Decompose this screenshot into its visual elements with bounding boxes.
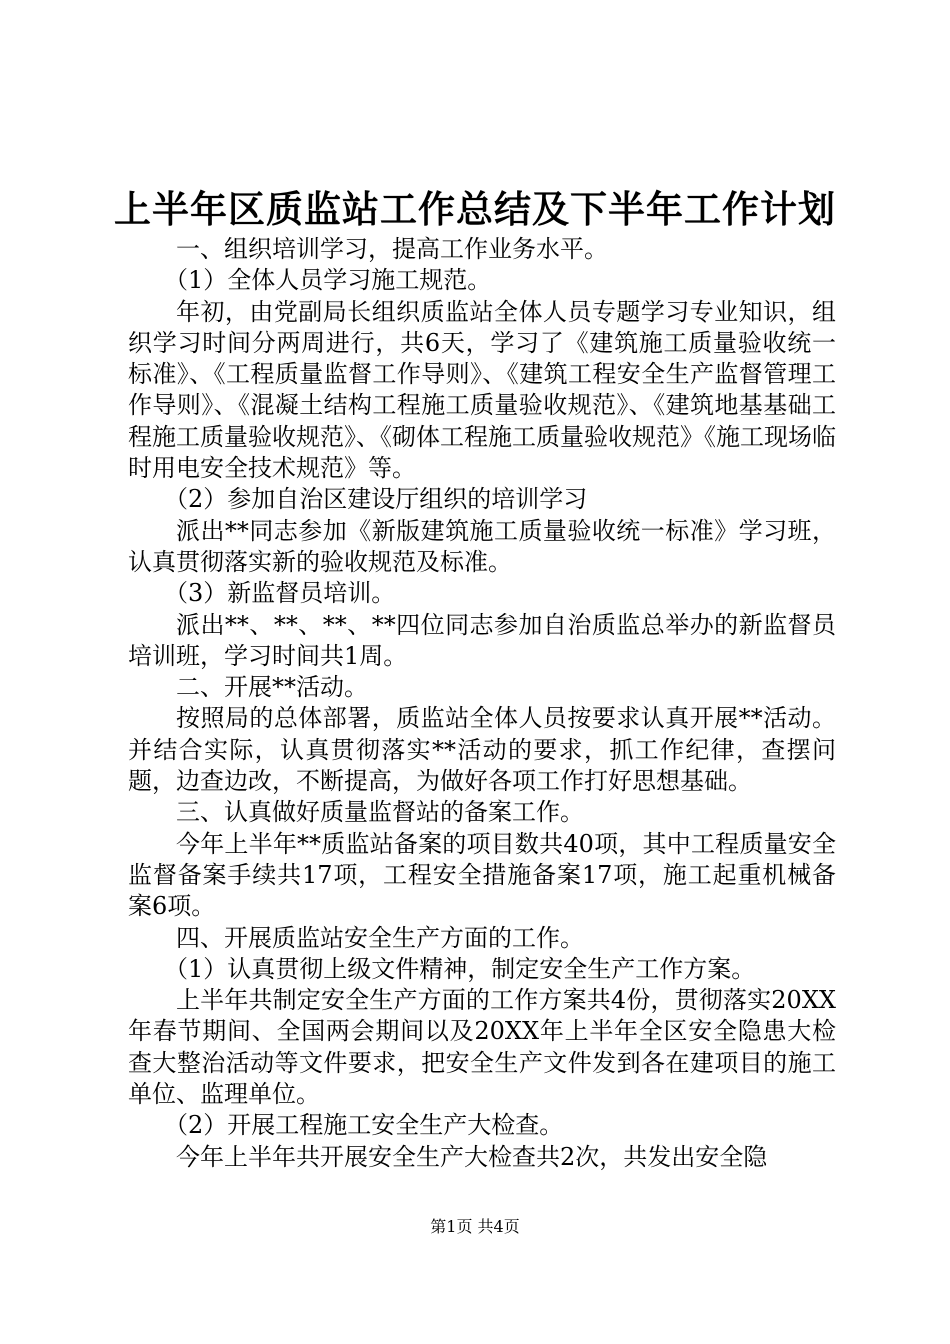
paragraph-4-1: 上半年共制定安全生产方面的工作方案共4份，贯彻落实20XX年春节期间、全国两会期间以及20XX年上半年全区安全隐患大检查大整治活动等文件要求，把安全生产文件发到各在建项目的施工单位、监理单位。 (128, 986, 836, 1109)
subsection-heading-4-1: （1）认真贯彻上级文件精神，制定安全生产工作方案。 (164, 954, 756, 983)
paragraph-2: 按照局的总体部署，质监站全体人员按要求认真开展**活动。并结合实际，认真贯彻落实**活动的要求，抓工作纪律，查摆问题，边查边改，不断提高，为做好各项工作打好思想基础。 (128, 704, 836, 796)
page-footer: 第1页 共4页 (430, 1217, 520, 1236)
paragraph-3: 今年上半年**质监站备案的项目数共40项，其中工程质量安全监督备案手续共17项，工程安全措施备案17项，施工起重机械备案6项。 (128, 829, 836, 921)
paragraph-4-2: 今年上半年共开展安全生产大检查共2次，共发出安全隐 (176, 1142, 768, 1171)
section-heading-2: 二、开展**活动。 (176, 673, 368, 702)
paragraph-1-2: 派出**同志参加《新版建筑施工质量验收统一标准》学习班，认真贯彻落实新的验收规范及标准。 (128, 516, 836, 576)
subsection-heading-1-3: （3）新监督员培训。 (164, 579, 396, 608)
section-heading-1: 一、组织培训学习，提高工作业务水平。 (176, 235, 608, 263)
section-heading-4: 四、开展质监站安全生产方面的工作。 (176, 923, 584, 952)
section-heading-3: 三、认真做好质量监督站的备案工作。 (176, 798, 584, 827)
subsection-heading-1-2: （2）参加自治区建设厅组织的培训学习 (164, 485, 588, 514)
paragraph-1-1: 年初，由党副局长组织质监站全体人员专题学习专业知识，组织学习时间分两周进行，共6天，学习了《建筑施工质量验收统一标准》、《工程质量监督工作导则》、《建筑工程安全生产监督管理工作导则》、《混凝土结构工程施工质量验收规范》、《建筑地基基础工程施工质量验收规范》、《砌体工程施工质量验收规范》《施工现场临时用电安全技术规范》等。 (128, 297, 836, 483)
document-title: 上半年区质监站工作总结及下半年工作计划 (114, 187, 836, 231)
paragraph-1-3: 派出**、**、**、**四位同志参加自治质监总举办的新监督员培训班，学习时间共1周。 (128, 610, 836, 670)
subsection-heading-4-2: （2）开展工程施工安全生产大检查。 (164, 1111, 564, 1140)
document-body (128, 234, 836, 1173)
subsection-heading-1-1: （1）全体人员学习施工规范。 (164, 266, 492, 295)
